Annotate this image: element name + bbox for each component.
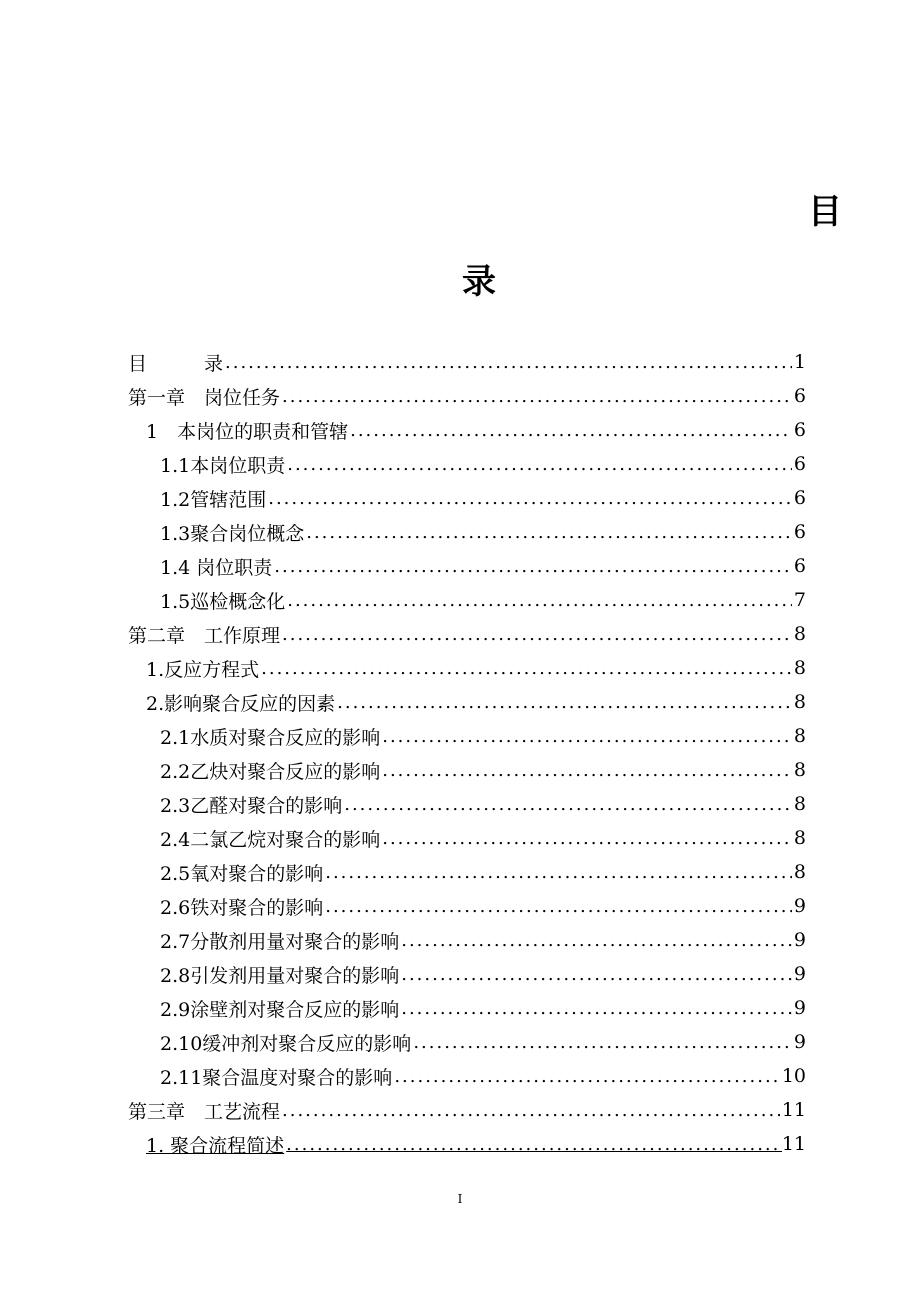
toc-leader-dots — [382, 726, 792, 747]
toc-leader-dots — [394, 1066, 780, 1087]
toc-entry-page: 8 — [793, 623, 806, 645]
toc-entry[interactable] — [128, 413, 806, 447]
toc-entry-page: 9 — [793, 895, 806, 917]
toc-entry-page: 6 — [793, 555, 806, 577]
toc-entry-label: 2.3乙醛对聚合的影响 — [160, 794, 343, 817]
toc-leader-dots — [325, 896, 792, 917]
toc-entry[interactable] — [128, 549, 806, 583]
toc-entry[interactable] — [128, 1025, 806, 1059]
toc-leader-dots — [413, 1032, 792, 1053]
toc-entry[interactable] — [128, 345, 806, 379]
toc-entry-page: 6 — [793, 419, 806, 441]
toc-entry[interactable] — [128, 787, 806, 821]
toc-entry-label: 2.1水质对聚合反应的影响 — [160, 726, 381, 749]
toc-leader-dots — [350, 420, 792, 441]
toc-entry-page: 9 — [793, 929, 806, 951]
toc-leader-dots — [401, 998, 792, 1019]
toc-entry-page: 8 — [793, 827, 806, 849]
toc-entry-page: 9 — [793, 997, 806, 1019]
toc-entry-page: 8 — [793, 861, 806, 883]
toc-entry-label: 1 本岗位的职责和管辖 — [146, 420, 349, 443]
toc-entry-page: 9 — [793, 1031, 806, 1053]
toc-title-char-1: 目 — [808, 192, 842, 232]
toc-entry-page: 8 — [793, 691, 806, 713]
toc-entry-page: 9 — [793, 963, 806, 985]
toc-leader-dots — [282, 1100, 780, 1121]
toc-entry-label: 2.8引发剂用量对聚合的影响 — [160, 964, 400, 987]
toc-entry-page: 10 — [781, 1065, 806, 1087]
toc-entry[interactable] — [128, 1093, 806, 1127]
toc-leader-dots — [325, 862, 792, 883]
toc-entry[interactable] — [128, 651, 806, 685]
toc-leader-dots — [282, 624, 792, 645]
toc-entry[interactable] — [128, 515, 806, 549]
toc-entry-label: 2.5氧对聚合的影响 — [160, 862, 324, 885]
toc-entry-page: 6 — [793, 453, 806, 475]
toc-entry[interactable] — [128, 583, 806, 617]
page-footer-number: I — [457, 1192, 463, 1206]
toc-entry-page: 11 — [781, 1133, 806, 1155]
toc-entry[interactable] — [128, 991, 806, 1025]
toc-entry[interactable] — [128, 889, 806, 923]
toc-leader-dots — [401, 964, 792, 985]
toc-leader-dots — [382, 760, 792, 781]
toc-leader-dots — [282, 386, 792, 407]
toc-entry-label: 2.11聚合温度对聚合的影响 — [160, 1066, 393, 1089]
toc-entry[interactable] — [128, 753, 806, 787]
toc-entry-page: 6 — [793, 521, 806, 543]
toc-entry-label: 第二章 工作原理 — [128, 624, 281, 647]
toc-entry-page: 7 — [793, 589, 806, 611]
toc-entry-label: 1.5巡检概念化 — [160, 590, 286, 613]
toc-title-char-2: 录 — [462, 262, 496, 302]
toc-entry-label: 2.影响聚合反应的因素 — [146, 692, 336, 715]
toc-leader-dots — [401, 930, 792, 951]
toc-entry-label: 2.9涂壁剂对聚合反应的影响 — [160, 998, 400, 1021]
toc-entry-page: 8 — [793, 759, 806, 781]
toc-entry-page: 8 — [793, 657, 806, 679]
toc-leader-dots — [287, 454, 792, 475]
toc-entry-page: 6 — [793, 385, 806, 407]
toc-leader-dots — [261, 658, 792, 679]
toc-leader-dots — [286, 1134, 782, 1155]
toc-entry-label: 2.2乙炔对聚合反应的影响 — [160, 760, 381, 783]
toc-leader-dots — [268, 488, 792, 509]
toc-entry-page: 8 — [793, 725, 806, 747]
toc-entry-label: 1.2管辖范围 — [160, 488, 267, 511]
toc-entry[interactable] — [128, 923, 806, 957]
toc-entry-page: 6 — [793, 487, 806, 509]
toc-entry-page: 1 — [793, 351, 806, 373]
toc-leader-dots — [225, 352, 792, 373]
toc-entry-label: 2.6铁对聚合的影响 — [160, 896, 324, 919]
toc-entry-label: 第一章 岗位任务 — [128, 386, 281, 409]
toc-entry[interactable] — [128, 617, 806, 651]
toc-leader-dots — [344, 794, 792, 815]
toc-leader-dots — [274, 556, 792, 577]
toc-entry[interactable] — [128, 719, 806, 753]
toc-leader-dots — [337, 692, 792, 713]
table-of-contents — [128, 345, 806, 1161]
toc-entry[interactable] — [128, 1127, 806, 1161]
toc-entry-label: 2.10缓冲剂对聚合反应的影响 — [160, 1032, 412, 1055]
toc-entry-label: 1.3聚合岗位概念 — [160, 522, 305, 545]
toc-entry-label: 1. 聚合流程简述 — [146, 1134, 285, 1157]
toc-leader-dots — [306, 522, 792, 543]
toc-entry-label: 2.7分散剂用量对聚合的影响 — [160, 930, 400, 953]
toc-entry-label: 1.4 岗位职责 — [160, 556, 273, 579]
toc-entry-label: 1.反应方程式 — [146, 658, 260, 681]
toc-entry-page: 8 — [793, 793, 806, 815]
toc-entry-label: 1.1本岗位职责 — [160, 454, 286, 477]
toc-entry[interactable] — [128, 379, 806, 413]
toc-entry-label: 2.4二氯乙烷对聚合的影响 — [160, 828, 381, 851]
toc-entry-label: 目 录 — [128, 352, 224, 375]
toc-leader-dots — [287, 590, 792, 611]
toc-entry-label: 第三章 工艺流程 — [128, 1100, 281, 1123]
toc-entry[interactable] — [128, 855, 806, 889]
toc-entry[interactable] — [128, 447, 806, 481]
toc-entry[interactable] — [128, 481, 806, 515]
toc-entry[interactable] — [128, 957, 806, 991]
toc-entry[interactable] — [128, 1059, 806, 1093]
toc-leader-dots — [382, 828, 792, 849]
toc-entry[interactable] — [128, 821, 806, 855]
toc-entry-page: 11 — [781, 1099, 806, 1121]
toc-entry[interactable] — [128, 685, 806, 719]
